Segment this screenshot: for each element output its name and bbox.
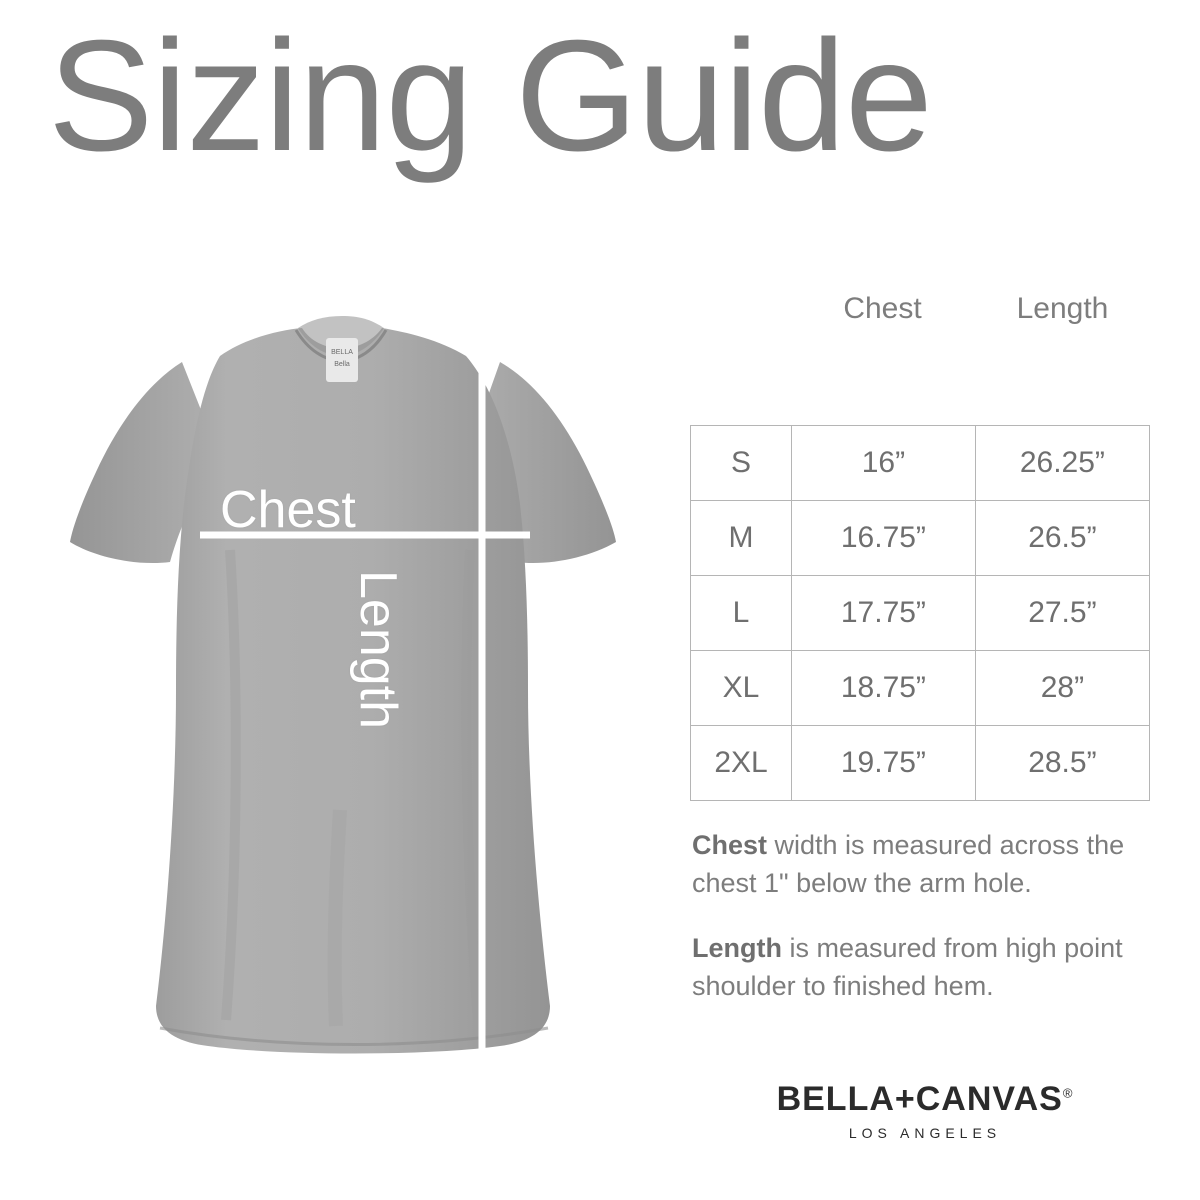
chest-note <box>692 826 1162 903</box>
brand-name <box>777 1080 1074 1119</box>
cell-chest: 17.75” <box>792 576 976 651</box>
length-note <box>692 929 1162 1006</box>
cell-size: S <box>691 426 792 501</box>
fold-3 <box>335 810 340 1026</box>
table-row <box>691 501 1150 576</box>
cell-length: 27.5” <box>975 576 1149 651</box>
header-chest: Chest <box>843 292 922 325</box>
cell-length: 26.5” <box>975 501 1149 576</box>
brand-logo <box>690 1080 1160 1141</box>
cell-size: XL <box>691 651 792 726</box>
table-column-headers <box>690 292 1150 326</box>
neck-tag <box>326 338 358 382</box>
brand-subtitle: LOS ANGELES <box>848 1125 1002 1141</box>
page-title: Sizing Guide <box>48 8 932 184</box>
shirt-illustration <box>30 290 670 1080</box>
length-note-text: is measured from high point shoulder to finished hem. <box>692 932 1123 1001</box>
measurement-notes <box>692 826 1162 1031</box>
table-row <box>691 426 1150 501</box>
cell-chest: 18.75” <box>792 651 976 726</box>
table-row <box>691 576 1150 651</box>
table-row <box>691 726 1150 801</box>
length-note-term: Length <box>692 932 782 963</box>
length-label-overlay: Length <box>349 570 407 730</box>
header-size <box>690 292 790 326</box>
chest-label-overlay: Chest <box>220 481 356 539</box>
neck-tag-text-2: Bella <box>334 361 350 368</box>
header-length: Length <box>1016 292 1109 325</box>
cell-length: 26.25” <box>975 426 1149 501</box>
size-table <box>690 425 1150 801</box>
cell-size: L <box>691 576 792 651</box>
cell-chest: 16” <box>792 426 976 501</box>
registered-trademark-icon: ® <box>1062 1085 1074 1101</box>
cell-size: M <box>691 501 792 576</box>
neck-tag-text: BELLA <box>331 349 353 356</box>
chest-note-text: width is measured across the chest 1" below the arm hole. <box>692 830 1125 899</box>
size-table-body <box>691 426 1150 801</box>
chest-note-term: Chest <box>692 830 768 860</box>
cell-length: 28.5” <box>975 726 1149 801</box>
cell-size: 2XL <box>691 726 792 801</box>
table-row <box>691 651 1150 726</box>
brand-name-text: BELLA+CANVAS <box>776 1080 1063 1118</box>
cell-length: 28” <box>975 651 1149 726</box>
cell-chest: 16.75” <box>792 501 976 576</box>
cell-chest: 19.75” <box>792 726 976 801</box>
